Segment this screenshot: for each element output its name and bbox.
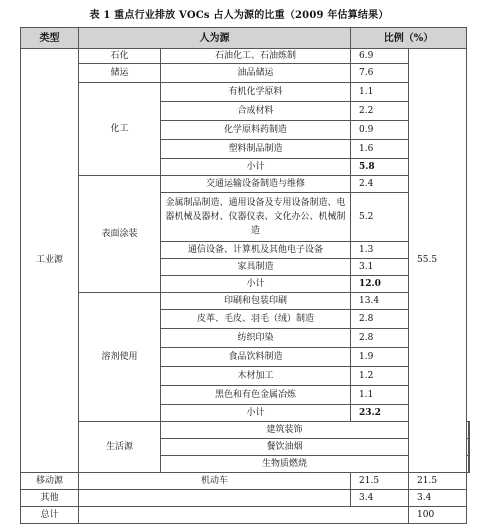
living-total bbox=[468, 422, 470, 473]
storage-label: 储运 bbox=[79, 64, 161, 83]
chemical-item: 化学原料药制造 bbox=[161, 121, 351, 140]
coating-subtotal-label: 小计 bbox=[161, 276, 351, 293]
coating-value: 5.2 bbox=[351, 193, 409, 242]
solvent-subtotal-label: 小计 bbox=[161, 405, 351, 422]
coating-value: 2.4 bbox=[351, 176, 409, 193]
grand-total-label: 总计 bbox=[21, 507, 79, 524]
header-ratio: 比例（%） bbox=[351, 28, 467, 49]
coating-item: 金属制品制造、通用设备及专用设备制造、电器机械及器材、仪器仪表、文化办公、机械制造 bbox=[161, 193, 351, 242]
living-item: 生物质燃烧 bbox=[161, 456, 409, 473]
table-header-row bbox=[21, 28, 470, 49]
industrial-total: 55.5 bbox=[409, 49, 467, 473]
header-source: 人为源 bbox=[79, 28, 351, 49]
solvent-item: 纺织印染 bbox=[161, 329, 351, 348]
table-row bbox=[21, 473, 470, 490]
living-value bbox=[467, 456, 468, 473]
table-row bbox=[21, 490, 470, 507]
living-item: 建筑装饰 bbox=[161, 422, 409, 439]
mobile-item: 机动车 bbox=[79, 473, 351, 490]
mobile-label: 移动源 bbox=[21, 473, 79, 490]
living-label: 生活源 bbox=[79, 422, 161, 473]
living-value bbox=[467, 439, 468, 456]
table-row bbox=[21, 507, 470, 524]
other-item bbox=[79, 490, 351, 507]
chemical-value: 1.1 bbox=[351, 83, 409, 102]
chemical-value: 1.6 bbox=[351, 140, 409, 159]
other-label: 其他 bbox=[21, 490, 79, 507]
table-row bbox=[21, 176, 470, 193]
living-item: 餐饮油烟 bbox=[161, 439, 409, 456]
mobile-value: 21.5 bbox=[351, 473, 409, 490]
solvent-item: 皮革、毛皮、羽毛（绒）制造 bbox=[161, 310, 351, 329]
chemical-item: 有机化学原料 bbox=[161, 83, 351, 102]
solvent-value: 1.1 bbox=[351, 386, 409, 405]
industrial-label: 工业源 bbox=[21, 49, 79, 473]
solvent-value: 2.8 bbox=[351, 310, 409, 329]
grand-total-blank bbox=[79, 507, 409, 524]
coating-value: 1.3 bbox=[351, 242, 409, 259]
chemical-value: 0.9 bbox=[351, 121, 409, 140]
coating-item: 交通运输设备制造与维修 bbox=[161, 176, 351, 193]
chemical-item: 合成材料 bbox=[161, 102, 351, 121]
table-row bbox=[21, 422, 470, 439]
mobile-total: 21.5 bbox=[409, 473, 467, 490]
solvent-item: 印刷和包装印刷 bbox=[161, 293, 351, 310]
solvent-value: 2.8 bbox=[351, 329, 409, 348]
solvent-value: 1.9 bbox=[351, 348, 409, 367]
voc-ratio-table bbox=[20, 27, 470, 524]
petrochem-value: 6.9 bbox=[351, 49, 409, 64]
coating-value: 3.1 bbox=[351, 259, 409, 276]
table-row bbox=[21, 293, 470, 310]
table-row bbox=[21, 64, 470, 83]
coating-item: 家具制造 bbox=[161, 259, 351, 276]
chemical-label: 化工 bbox=[79, 83, 161, 176]
other-value: 3.4 bbox=[351, 490, 409, 507]
header-category: 类型 bbox=[21, 28, 79, 49]
table-caption: 表 1 重点行业排放 VOCs 占人为源的比重（2009 年估算结果） bbox=[89, 10, 389, 21]
solvent-item: 木材加工 bbox=[161, 367, 351, 386]
coating-item: 通信设备、计算机及其他电子设备 bbox=[161, 242, 351, 259]
solvent-value: 1.2 bbox=[351, 367, 409, 386]
grand-total-value: 100 bbox=[409, 507, 467, 524]
solvent-label: 溶剂使用 bbox=[79, 293, 161, 422]
storage-value: 7.6 bbox=[351, 64, 409, 83]
chemical-subtotal-label: 小计 bbox=[161, 159, 351, 176]
storage-item: 油品储运 bbox=[161, 64, 351, 83]
solvent-item: 黑色和有色金属冶炼 bbox=[161, 386, 351, 405]
solvent-value: 13.4 bbox=[351, 293, 409, 310]
table-row bbox=[21, 83, 470, 102]
chemical-subtotal: 5.8 bbox=[351, 159, 409, 176]
other-total: 3.4 bbox=[409, 490, 467, 507]
chemical-item: 塑料制品制造 bbox=[161, 140, 351, 159]
chemical-value: 2.2 bbox=[351, 102, 409, 121]
coating-label: 表面涂装 bbox=[79, 176, 161, 293]
petrochem-label: 石化 bbox=[79, 49, 161, 64]
table-row bbox=[21, 49, 470, 64]
coating-subtotal: 12.0 bbox=[351, 276, 409, 293]
solvent-item: 食品饮料制造 bbox=[161, 348, 351, 367]
petrochem-item: 石油化工、石油炼制 bbox=[161, 49, 351, 64]
solvent-subtotal: 23.2 bbox=[351, 405, 409, 422]
